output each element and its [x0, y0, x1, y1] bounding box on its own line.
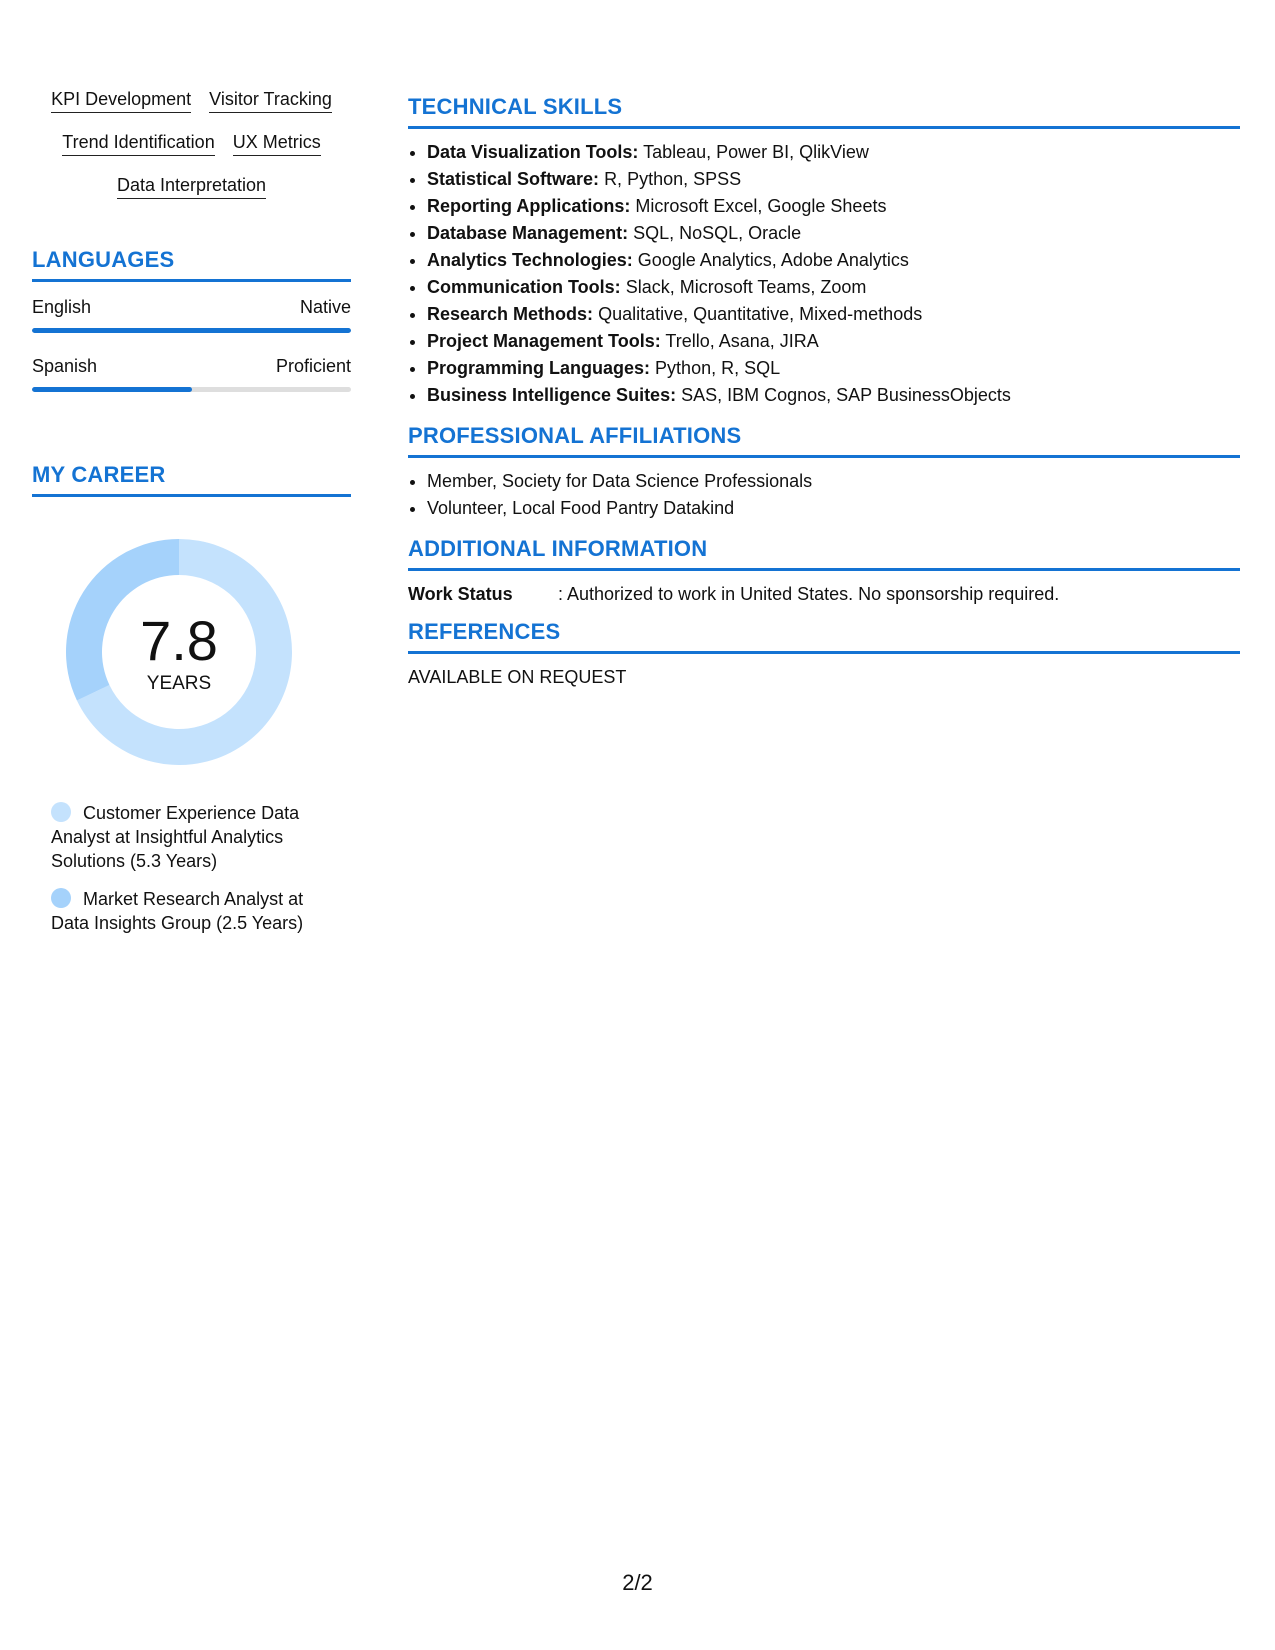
skill-values: Qualitative, Quantitative, Mixed-methods [598, 304, 923, 324]
list-item: • Member, Society for Data Science Professionals [427, 468, 1240, 495]
skill-values: Python, R, SQL [655, 358, 781, 378]
career-legend [51, 801, 326, 935]
skill-tag: Visitor Tracking [209, 88, 332, 113]
list-item [427, 193, 1240, 220]
technical-skills-title: TECHNICAL SKILLS [408, 94, 1240, 129]
skill-category: Research Methods: [427, 304, 594, 324]
skill-category: Database Management: [427, 223, 629, 243]
language-item [32, 355, 351, 392]
career-role-text: Customer Experience Data Analyst at Insightful Analytics Solutions (5.3 Years) [51, 803, 300, 871]
career-title: MY CAREER [32, 462, 351, 497]
skill-tag: KPI Development [51, 88, 191, 113]
language-level: Native [299, 297, 351, 317]
language-bar-fill [32, 328, 351, 333]
list-item [427, 328, 1240, 355]
list-item [427, 382, 1240, 409]
skill-category: Programming Languages: [427, 358, 651, 378]
skill-tag: Trend Identification [62, 131, 214, 156]
references-title: REFERENCES [408, 619, 1240, 654]
left-column [32, 88, 351, 949]
additional-info-title: ADDITIONAL INFORMATION [408, 536, 1240, 571]
page-number: 2/2 [622, 1570, 653, 1595]
career-total-value: 7.8 [140, 609, 218, 672]
legend-dot-icon [51, 802, 71, 822]
skill-values: Trello, Asana, JIRA [665, 331, 819, 351]
list-item [427, 166, 1240, 193]
donut-center [66, 539, 292, 765]
skill-category: Project Management Tools: [427, 331, 661, 351]
language-bar [32, 328, 351, 333]
technical-skills-section [408, 94, 1240, 409]
language-name: Spanish [32, 356, 98, 376]
skill-values: Slack, Microsoft Teams, Zoom [625, 277, 867, 297]
career-legend-item [51, 887, 326, 935]
career-legend-item [51, 801, 326, 873]
languages-title: LANGUAGES [32, 247, 351, 282]
list-item [427, 247, 1240, 274]
skill-category: Communication Tools: [427, 277, 621, 297]
legend-dot-icon [51, 888, 71, 908]
language-row [32, 355, 351, 377]
skill-category: Business Intelligence Suites: [427, 385, 677, 405]
language-name: English [32, 297, 92, 317]
skill-category: Analytics Technologies: [427, 250, 633, 270]
work-status-value: : Authorized to work in United States. No sponsorship required. [558, 584, 1060, 604]
references-text: AVAILABLE ON REQUEST [408, 667, 627, 687]
career-role-text: Market Research Analyst at Data Insights Group (2.5 Years) [51, 889, 304, 933]
skill-values: Google Analytics, Adobe Analytics [637, 250, 909, 270]
skill-tags [32, 88, 351, 199]
skill-tag: UX Metrics [233, 131, 321, 156]
list-item [427, 301, 1240, 328]
affiliations-title: PROFESSIONAL AFFILIATIONS [408, 423, 1240, 458]
affiliations-section [408, 423, 1240, 522]
skill-values: SQL, NoSQL, Oracle [633, 223, 802, 243]
affiliations-list [408, 468, 1240, 522]
work-status-label: Work Status [408, 584, 513, 604]
skill-values: SAS, IBM Cognos, SAP BusinessObjects [681, 385, 1011, 405]
skill-category: Reporting Applications: [427, 196, 631, 216]
list-item [427, 274, 1240, 301]
technical-skills-list [408, 139, 1240, 409]
language-level: Proficient [275, 356, 351, 376]
list-item [427, 139, 1240, 166]
language-bar-fill [32, 387, 192, 392]
list-item [427, 355, 1240, 382]
skill-values: R, Python, SPSS [604, 169, 742, 189]
career-section [32, 462, 351, 935]
language-item [32, 296, 351, 333]
skill-category: Data Visualization Tools: [427, 142, 639, 162]
skill-category: Statistical Software: [427, 169, 600, 189]
skill-tag: Data Interpretation [117, 174, 266, 199]
skill-values: Microsoft Excel, Google Sheets [635, 196, 887, 216]
skill-values: Tableau, Power BI, QlikView [643, 142, 869, 162]
right-column [408, 94, 1240, 702]
references-section [408, 619, 1240, 688]
career-donut-chart [66, 539, 292, 765]
work-status-row [408, 583, 1240, 605]
languages-section [32, 247, 351, 392]
list-item [427, 220, 1240, 247]
language-row [32, 296, 351, 318]
language-bar [32, 387, 351, 392]
list-item: • Volunteer, Local Food Pantry Datakind [427, 495, 1240, 522]
career-total-unit: YEARS [146, 673, 212, 694]
additional-info-section [408, 536, 1240, 605]
